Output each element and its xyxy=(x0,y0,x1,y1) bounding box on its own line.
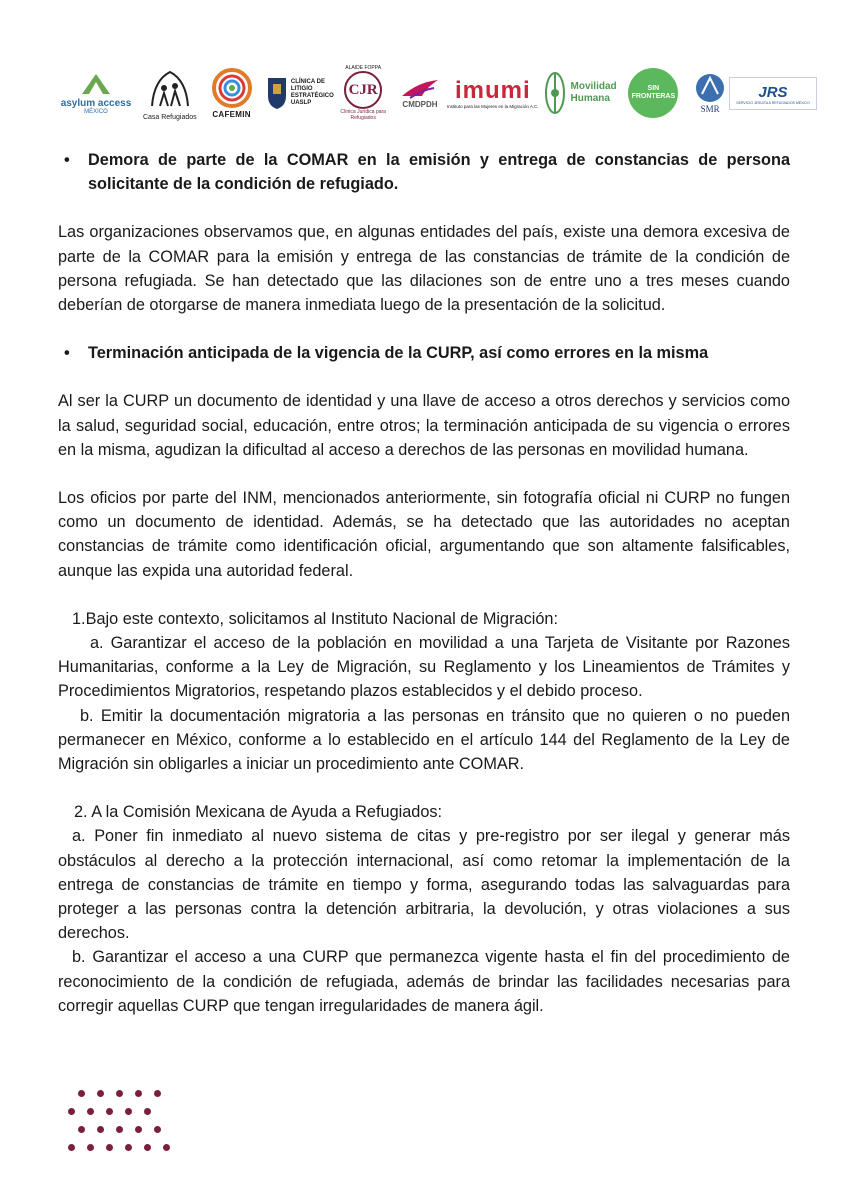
cafemin-name: CAFEMIN xyxy=(212,109,251,119)
imumi-sub: Instituto para las Mujeres en la Migración A.C. xyxy=(446,103,539,109)
cafemin-circle-icon xyxy=(212,68,252,108)
movilidad-humana-emblem-icon xyxy=(543,70,567,116)
casa-refugiados-figures-icon xyxy=(148,66,192,112)
cjr-logo xyxy=(337,58,389,128)
bullet-comar-delay xyxy=(58,148,790,196)
casa-refugiados-logo xyxy=(142,58,198,128)
bullet-curp-text: Terminación anticipada de la vigencia de la CURP, así como errores en la misma xyxy=(88,344,709,363)
jrs-name: JRS xyxy=(758,83,788,101)
movilidad-line1: Movilidad xyxy=(570,81,617,92)
asylum-access-name: asylum access xyxy=(60,97,132,109)
request-item-1b: b. Emitir la documentación migratoria a las personas en tránsito que no quieren o no pueden permanecer en México, conforme a lo establecido en el artículo 144 del Reglamento de la Ley de Migración sin obligarles a iniciar un procedimiento ante COMAR. xyxy=(58,706,790,774)
smr-globe-icon xyxy=(694,72,726,104)
bullet-dot: • xyxy=(64,151,70,169)
asylum-access-logo xyxy=(56,58,136,128)
cjr-sub: Clínica Jurídica para Refugiados xyxy=(340,109,386,121)
asylum-access-house-icon xyxy=(76,72,116,98)
cafemin-logo xyxy=(204,58,260,128)
cmdpdh-name: CMDPDH xyxy=(402,99,438,109)
document-body xyxy=(58,148,790,1018)
partner-logos xyxy=(56,58,808,128)
bullet-dot: • xyxy=(64,344,70,363)
request-item-2a: a. Poner fin inmediato al nuevo sistema de citas y pre-registro por ser ilegal y generar más obstáculos al derecho a la protección internacional, así como retomar la implementación de la entrega de constancias de trámite en tiempo y forma, asegurando todas las salvaguardas para proteger a las personas contra la detención arbitraria, la devolución, y otras violaciones a sus derechos. xyxy=(58,827,790,943)
casa-refugiados-name: Casa Refugiados xyxy=(142,113,197,121)
request-item-2b: b. Garantizar el acceso a una CURP que permanezca vigente hasta el fin del procedimiento de reconocimiento de la condición de refugiada, además de brindar las facilidades necesarias para corregir aquellas CURP que tengan irregularidades de manera ágil. xyxy=(58,948,790,1015)
paragraph-curp: Al ser la CURP un documento de identidad y una llave de acceso a otros derechos y servicios como la salud, seguridad social, educación, entre otros; la terminación anticipada de su vigencia o errores en la misma, agudizan la dificultad al acceso a derechos de las personas en movilidad humana. xyxy=(58,392,790,459)
jrs-sub: SERVICIO JESUITA A REFUGIADOS MÉXICO xyxy=(736,100,810,105)
paragraph-comar-delay: Las organizaciones observamos que, en algunas entidades del país, existe una demora excesiva de parte de la COMAR para la emisión y entrega de las constancias de trámite de la condición de persona refugiada. Se han detectado que las dilaciones son de entre uno a tres meses cuando deberían de otorgarse de manera inmediata luego de la presentación de la solicitud. xyxy=(58,223,790,315)
request-item-2: 2. A la Comisión Mexicana de Ayuda a Refugiados: xyxy=(74,803,443,822)
uaslp-name: CLÍNICA DE LITIGIO ESTRATÉGICO UASLP xyxy=(290,79,334,106)
smr-logo xyxy=(688,58,732,128)
cmdpdh-logo xyxy=(395,58,445,128)
bullet-curp xyxy=(58,341,790,365)
sin-fronteras-logo xyxy=(624,58,682,128)
sin-fronteras-name: SIN FRONTERAS xyxy=(628,68,678,118)
bullet-comar-delay-text: Demora de parte de la COMAR en la emisión y entrega de constancias de persona solicitante de la condición de refugiado. xyxy=(88,151,790,194)
request-item-1: 1.Bajo este contexto, solicitamos al Instituto Nacional de Migración: xyxy=(72,609,558,628)
uaslp-logo xyxy=(265,58,334,128)
cmdpdh-bird-icon xyxy=(400,78,440,100)
movilidad-line2: Humana xyxy=(570,93,610,104)
imumi-name: imumi xyxy=(454,76,531,104)
cjr-name: CJR xyxy=(344,71,382,109)
jrs-logo xyxy=(738,58,808,128)
uaslp-shield-icon xyxy=(266,76,288,110)
asylum-access-sub: MÉXICO xyxy=(84,108,108,115)
request-item-1a: a. Garantizar el acceso de la población en movilidad a una Tarjeta de Visitante por Razones Humanitarias, conforme a la Ley de Migración, su Reglamento y los Lineamientos de Trámites y Procedimientos Migratorios, respetando plazos establecidos y el debido proceso. xyxy=(58,634,790,701)
smr-name: SMR xyxy=(700,104,720,114)
movilidad-humana-logo xyxy=(541,58,619,128)
imumi-logo xyxy=(446,58,539,128)
paragraph-inm-oficios: Los oficios por parte del INM, mencionados anteriormente, sin fotografía oficial ni CURP no fungen como un documento de identidad. Además, se ha detectado que las autoridades no aceptan constancias de trámite como identificación oficial, argumentando que son altamente falsificables, aunque las expida una autoridad federal. xyxy=(58,489,790,580)
cjr-top: ALAIDE FOPPA xyxy=(345,65,382,71)
